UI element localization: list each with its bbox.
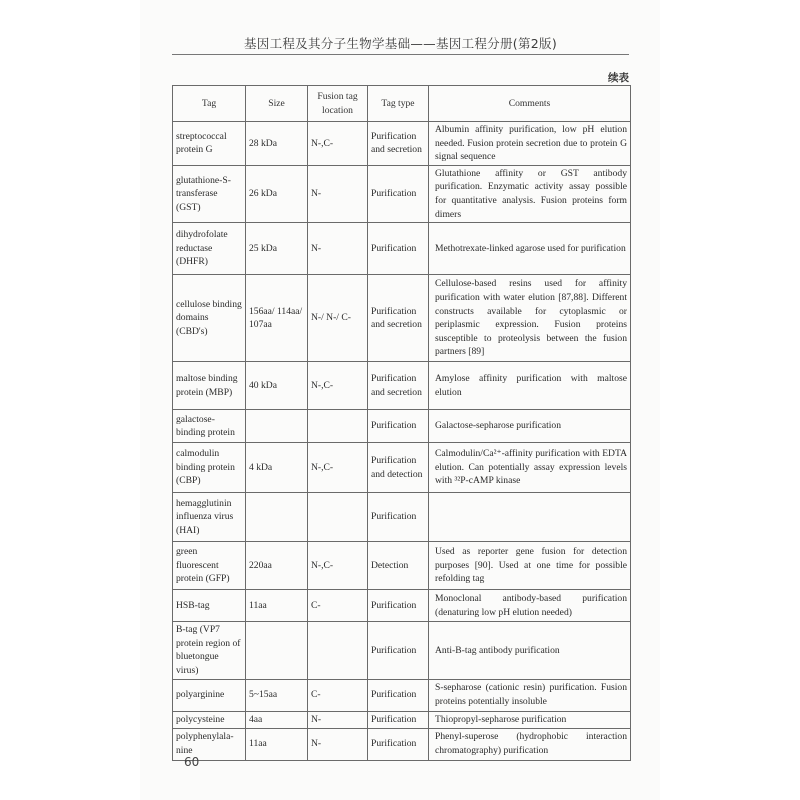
header-comments: Comments (429, 86, 631, 122)
cell-fusion-location: N- (308, 165, 368, 222)
cell-size: 4 kDa (246, 443, 308, 493)
cell-tag-type: Purification (368, 165, 429, 222)
cell-tag: hemagglutinin influenza virus (HAI) (173, 493, 246, 542)
cell-comments: Galactose-sepharose purification (429, 410, 631, 443)
page-number: 60 (184, 755, 200, 769)
header-size: Size (246, 86, 308, 122)
cell-fusion-location: N-,C- (308, 542, 368, 590)
cell-tag-type: Purification and secretion (368, 275, 429, 362)
cell-fusion-location: N- (308, 223, 368, 275)
cell-comments: Cellulose-based resins used for affinity purification with water elution [87,88]. Different constructs available for cytoplasmic or periplasmic expression. Fusion proteins susceptible to proteolysis between the fusion partners [89] (429, 275, 631, 362)
cell-fusion-location (308, 493, 368, 542)
cell-tag: dihydrofolate reductase (DHFR) (173, 223, 246, 275)
table-continued-label: 续表 (608, 72, 629, 84)
header-fusion-location: Fusion tag location (308, 86, 368, 122)
cell-tag: calmodulin binding protein (CBP) (173, 443, 246, 493)
cell-comments: Amylose affinity purification with maltose elution (429, 362, 631, 410)
cell-comments: Monoclonal antibody-based purification (denaturing low pH elution needed) (429, 590, 631, 622)
cell-tag: green fluorescent protein (GFP) (173, 542, 246, 590)
cell-size: 11aa (246, 728, 308, 760)
table-row (173, 122, 631, 166)
cell-fusion-location: N- (308, 728, 368, 760)
table-header-row (173, 86, 631, 122)
table-row (173, 362, 631, 410)
table-row (173, 590, 631, 622)
cell-tag-type: Purification and secretion (368, 122, 429, 166)
header-tag: Tag (173, 86, 246, 122)
cell-fusion-location: N-,C- (308, 362, 368, 410)
cell-comments: Calmodulin/Ca²⁺-affinity purification with EDTA elution. Can potentially assay expression levels with ³²P-cAMP kinase (429, 443, 631, 493)
cell-tag-type: Purification (368, 410, 429, 443)
table-row (173, 542, 631, 590)
table-row (173, 223, 631, 275)
cell-tag: B-tag (VP7 protein region of bluetongue virus) (173, 622, 246, 679)
cell-comments: S-sepharose (cationic resin) purification. Fusion proteins potentially insoluble (429, 679, 631, 711)
running-head: 基因工程及其分子生物学基础——基因工程分册(第2版) (243, 36, 557, 51)
cell-tag: maltose binding protein (MBP) (173, 362, 246, 410)
cell-comments (429, 493, 631, 542)
table-row (173, 493, 631, 542)
cell-size (246, 410, 308, 443)
cell-size: 5~15aa (246, 679, 308, 711)
cell-fusion-location: N-/ N-/ C- (308, 275, 368, 362)
cell-comments: Used as reporter gene fusion for detection purposes [90]. Used at one time for possible refolding tag (429, 542, 631, 590)
cell-size: 220aa (246, 542, 308, 590)
cell-tag-type: Purification (368, 493, 429, 542)
cell-tag-type: Purification (368, 711, 429, 728)
cell-tag-type: Purification (368, 223, 429, 275)
cell-fusion-location: C- (308, 590, 368, 622)
cell-tag-type: Purification (368, 728, 429, 760)
table-row (173, 410, 631, 443)
cell-tag: polyarginine (173, 679, 246, 711)
cell-tag-type: Purification and secretion (368, 362, 429, 410)
cell-size: 11aa (246, 590, 308, 622)
table-row (173, 165, 631, 222)
cell-comments: Phenyl-superose (hydrophobic interaction chromatography) purification (429, 728, 631, 760)
cell-comments: Albumin affinity purification, low pH elution needed. Fusion protein secretion due to protein G signal sequence (429, 122, 631, 166)
cell-size (246, 622, 308, 679)
cell-tag-type: Purification (368, 590, 429, 622)
cell-comments: Glutathione affinity or GST antibody purification. Enzymatic activity assay possible for quantitative analysis. Fusion proteins form dimers (429, 165, 631, 222)
table-row (173, 443, 631, 493)
cell-tag: glutathione-S-transferase (GST) (173, 165, 246, 222)
cell-size: 40 kDa (246, 362, 308, 410)
table-row (173, 622, 631, 679)
cell-tag-type: Detection (368, 542, 429, 590)
cell-tag-type: Purification (368, 622, 429, 679)
cell-comments: Thiopropyl-sepharose purification (429, 711, 631, 728)
cell-size: 28 kDa (246, 122, 308, 166)
cell-fusion-location: N-,C- (308, 122, 368, 166)
cell-comments: Methotrexate-linked agarose used for purification (429, 223, 631, 275)
cell-tag: HSB-tag (173, 590, 246, 622)
table-row (173, 679, 631, 711)
cell-size: 25 kDa (246, 223, 308, 275)
cell-tag: cellulose binding domains (CBD's) (173, 275, 246, 362)
table-body (173, 122, 631, 761)
cell-fusion-location (308, 622, 368, 679)
cell-tag-type: Purification and detection (368, 443, 429, 493)
header-rule (172, 54, 629, 55)
cell-comments: Anti-B-tag antibody purification (429, 622, 631, 679)
cell-tag: galactose-binding protein (173, 410, 246, 443)
table-row (173, 728, 631, 760)
cell-fusion-location: C- (308, 679, 368, 711)
cell-size: 4aa (246, 711, 308, 728)
cell-tag: polycysteine (173, 711, 246, 728)
cell-tag: polyphenylala-nine (173, 728, 246, 760)
cell-tag: streptococcal protein G (173, 122, 246, 166)
cell-fusion-location: N- (308, 711, 368, 728)
table-row (173, 711, 631, 728)
cell-size: 156aa/ 114aa/ 107aa (246, 275, 308, 362)
cell-tag-type: Purification (368, 679, 429, 711)
fusion-tags-table (172, 85, 631, 761)
cell-fusion-location (308, 410, 368, 443)
table-row (173, 275, 631, 362)
cell-size: 26 kDa (246, 165, 308, 222)
header-tag-type: Tag type (368, 86, 429, 122)
cell-size (246, 493, 308, 542)
cell-fusion-location: N-,C- (308, 443, 368, 493)
